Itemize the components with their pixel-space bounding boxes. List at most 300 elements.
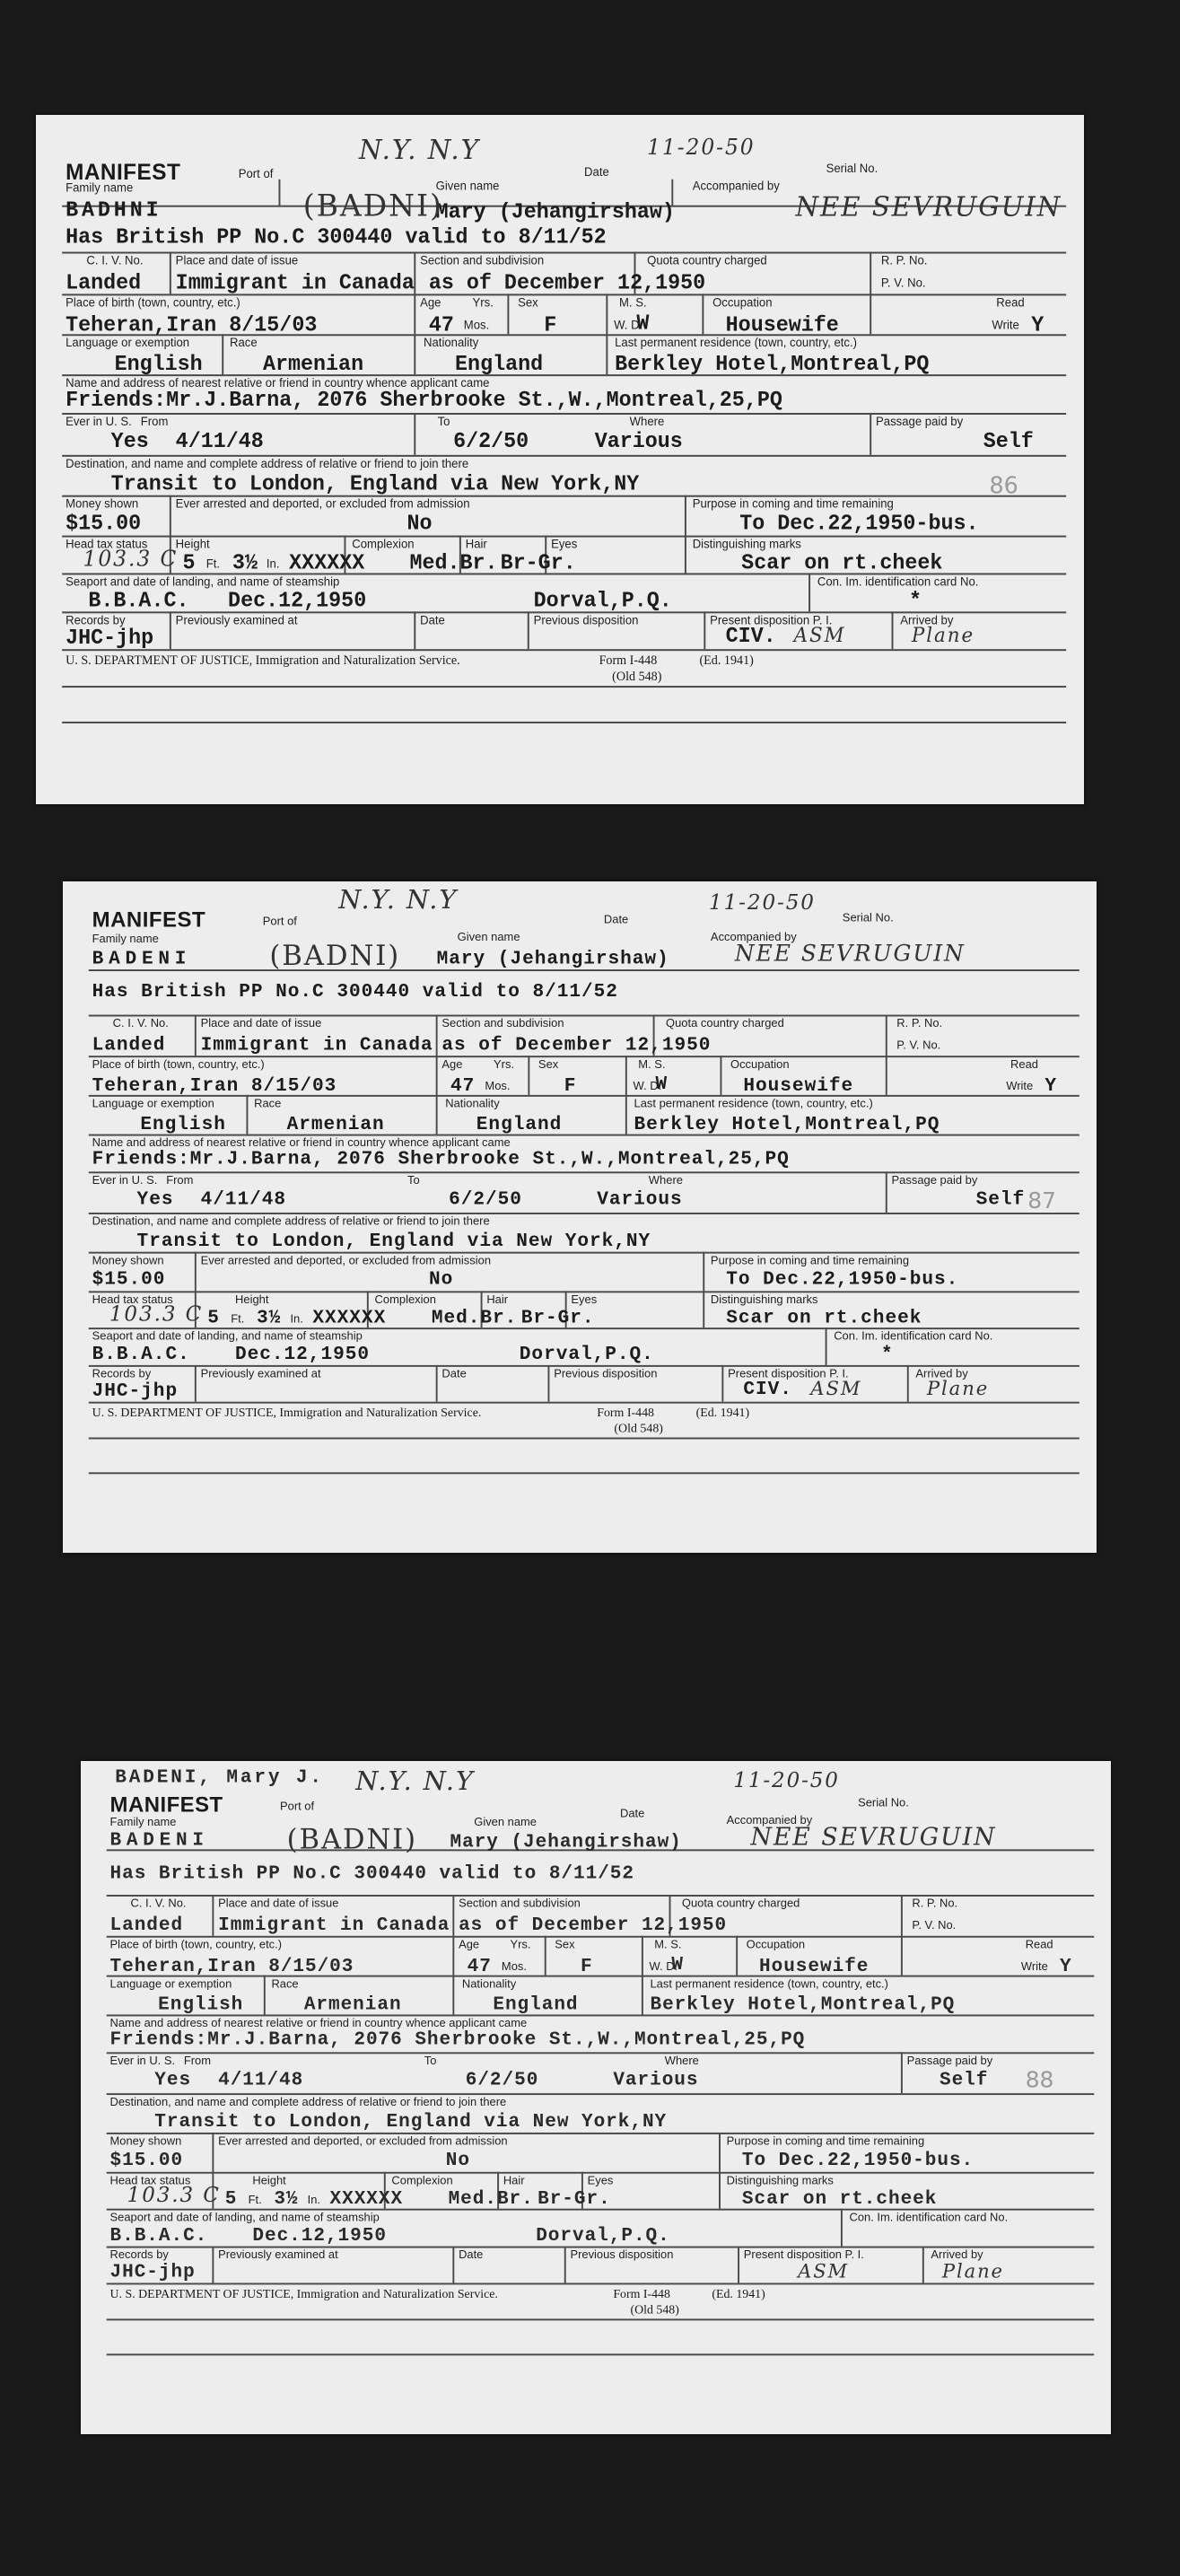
section-label: Section and subdivision (420, 253, 545, 267)
footer-ed: (Ed. 1941) (695, 1406, 750, 1421)
arrested-value: No (429, 1268, 454, 1291)
to-value: 6/2/50 (465, 2068, 539, 2091)
hair-value: Med.Br. (431, 1306, 518, 1329)
hair-label: Hair (503, 2173, 525, 2187)
residence-value: Berkley Hotel,Montreal,PQ (650, 1993, 956, 2016)
where-value: Various (613, 2068, 699, 2091)
ft-label: Ft. (231, 1311, 245, 1326)
occupation-value: Housewife (759, 1955, 870, 1977)
complexion-value: XXXXXX (289, 551, 365, 576)
serial-label: Serial No. (842, 911, 894, 924)
con-im-label: Con. Im. identification card No. (849, 2210, 1009, 2224)
age-value: 47 (467, 1955, 492, 1977)
present-disp-value: CIV. (725, 625, 776, 650)
seaport-value: B.B.A.C. (88, 589, 189, 614)
present-disp-label: Present disposition P. I. (710, 613, 833, 627)
handwritten-badni: (BADNI) (269, 939, 401, 972)
nationality-value: England (455, 353, 544, 378)
accompanied-label: Accompanied by (710, 930, 797, 943)
civ-value: Landed (92, 1033, 166, 1056)
records-by-value: JHC-jhp (109, 2261, 196, 2283)
write-label: Write (992, 318, 1019, 332)
date-label: Date (584, 164, 609, 179)
money-label: Money shown (109, 2134, 182, 2148)
section-value: as of December 12,1950 (441, 1033, 712, 1056)
birth-label: Place of birth (town, country, etc.) (92, 1057, 265, 1071)
arrived-label: Arrived by (900, 613, 954, 627)
height-ft-value: 5 (182, 551, 196, 576)
manifest-title: MANIFEST (66, 159, 181, 185)
write-label: Write (1006, 1079, 1034, 1092)
residence-label: Last permanent residence (town, country, etc.) (650, 1976, 888, 1991)
manifest-card-2 (63, 881, 1097, 1553)
nationality-label: Nationality (461, 1976, 517, 1991)
purpose-value: To Dec.22,1950-bus. (726, 1268, 959, 1291)
read-label: Read (996, 295, 1025, 310)
issue-label: Place and date of issue (200, 1016, 322, 1030)
head-tax-label: Head tax status (66, 537, 148, 551)
race-label: Race (271, 1976, 299, 1991)
nationality-value: England (476, 1113, 563, 1135)
con-im-label: Con. Im. identification card No. (834, 1329, 993, 1343)
in-label: In. (290, 1311, 303, 1326)
civ-label: C. I. V. No. (130, 1896, 187, 1910)
handwritten-nee: NEE SEVRUGUIN (734, 941, 966, 968)
handwritten-asm: ASM (798, 2261, 850, 2283)
height-in-value: 3½ (274, 2187, 299, 2210)
yrs-label: Yrs. (472, 295, 494, 310)
height-label: Height (252, 2173, 286, 2187)
purpose-value: To Dec.22,1950-bus. (739, 512, 979, 537)
sex-value: F (580, 1955, 593, 1977)
civ-label: C. I. V. No. (86, 253, 144, 267)
purpose-label: Purpose in coming and time remaining (692, 496, 894, 511)
given-name-label: Given name (435, 179, 500, 193)
landing-date-value: Dec.12,1950 (228, 589, 367, 614)
records-label: Records by (109, 2247, 169, 2262)
rp-label: R. P. No. (912, 1896, 958, 1910)
given-name-label: Given name (457, 930, 520, 943)
issue-value: Immigrant in Canada (175, 271, 415, 296)
residence-label: Last permanent residence (town, country, etc.) (634, 1096, 873, 1110)
footer-old: (Old 548) (612, 670, 662, 685)
records-label: Records by (66, 613, 126, 627)
money-value: $15.00 (92, 1268, 166, 1291)
where-label: Where (664, 2054, 699, 2067)
manifest-card-1 (36, 115, 1084, 804)
arrested-label: Ever arrested and deported, or excluded from admission (200, 1253, 492, 1267)
rp-label: R. P. No. (896, 1016, 943, 1030)
card-number: 86 (989, 472, 1018, 500)
money-label: Money shown (66, 496, 139, 511)
family-name-label: Family name (109, 1815, 177, 1828)
head-tax-handwritten: 103.3 C (109, 1301, 204, 1327)
pv-label: P. V. No. (912, 1918, 957, 1932)
family-name-value: BADENI (109, 1828, 209, 1852)
manifest-title: MANIFEST (92, 907, 206, 933)
landing-date-value: Dec.12,1950 (235, 1343, 370, 1365)
read-label: Read (1010, 1057, 1038, 1071)
occupation-value: Housewife (725, 313, 839, 338)
handwritten-plane: Plane (926, 1378, 990, 1400)
complexion-value: XXXXXX (312, 1306, 387, 1329)
card-number: 88 (1025, 2066, 1054, 2094)
race-value: Armenian (303, 1993, 402, 2016)
height-ft-value: 5 (224, 2187, 238, 2210)
hair-label: Hair (465, 537, 487, 551)
landing-place-value: Dorval,P.Q. (536, 2224, 670, 2247)
handwritten-date: 11-20-50 (647, 134, 756, 160)
eyes-value: Br-Gr. (538, 2187, 611, 2210)
from-label: From (166, 1173, 194, 1187)
write-value: Y (1031, 313, 1045, 338)
wd-label: W. D. (649, 1959, 678, 1973)
given-name-label: Given name (474, 1815, 537, 1828)
occupation-value: Housewife (743, 1074, 854, 1097)
accompanied-label: Accompanied by (692, 179, 780, 193)
landing-place-value: Dorval,P.Q. (533, 589, 672, 614)
destination-value: Transit to London, England via New York,NY (154, 2110, 668, 2133)
residence-label: Last permanent residence (town, country, etc.) (615, 336, 858, 350)
sex-value: F (564, 1074, 577, 1097)
passage-value: Self (975, 1187, 1026, 1211)
pv-label: P. V. No. (880, 276, 926, 290)
handwritten-asm: ASM (793, 625, 846, 648)
port-label: Port of (262, 914, 297, 928)
language-value: English (114, 353, 203, 378)
wd-label: W. D. (614, 318, 643, 332)
ft-label: Ft. (205, 556, 221, 571)
read-label: Read (1025, 1937, 1053, 1951)
marks-value: Scar on rt.cheek (726, 1306, 922, 1329)
height-label: Height (175, 537, 210, 551)
language-label: Language or exemption (92, 1096, 214, 1110)
head-tax-handwritten: 103.3 C (127, 2182, 221, 2207)
seaport-label: Seaport and date of landing, and name of steamship (66, 574, 340, 589)
where-label: Where (629, 414, 665, 428)
present-disp-label: Present disposition P. I. (743, 2247, 864, 2262)
mos-label: Mos. (501, 1959, 527, 1973)
sex-label: Sex (555, 1937, 575, 1951)
manifest-title: MANIFEST (109, 1792, 223, 1818)
rp-label: R. P. No. (880, 253, 928, 267)
birth-value: Teheran,Iran 8/15/03 (92, 1074, 337, 1097)
from-label: From (140, 414, 169, 428)
handwritten-date: 11-20-50 (733, 1767, 840, 1793)
eyes-value: Br-Gr. (520, 1306, 595, 1329)
records-by-value: JHC-jhp (92, 1380, 179, 1402)
hair-label: Hair (486, 1292, 509, 1306)
destination-label: Destination, and name and complete address of relative or friend to join there (109, 2095, 507, 2108)
ms-label: M. S. (654, 1937, 682, 1951)
footer-agency: U. S. DEPARTMENT OF JUSTICE, Immigration and Naturalization Service. (66, 653, 460, 669)
passport-line: Has British PP No.C 300440 valid to 8/11/52 (92, 980, 618, 1003)
nationality-value: England (493, 1993, 579, 2016)
ms-value: W (636, 311, 650, 337)
family-name-value: BADENI (92, 947, 192, 970)
marks-value: Scar on rt.cheek (741, 2187, 938, 2210)
marks-label: Distinguishing marks (710, 1292, 818, 1306)
footer-form: Form I-448 (597, 1406, 655, 1421)
section-label: Section and subdivision (459, 1896, 581, 1910)
seaport-value: B.B.A.C. (92, 1343, 190, 1365)
records-label: Records by (92, 1366, 152, 1380)
where-value: Various (597, 1187, 683, 1211)
family-name-label: Family name (66, 180, 134, 195)
handwritten-date: 11-20-50 (709, 889, 816, 915)
present-disp-label: Present disposition P. I. (728, 1366, 849, 1380)
quota-label: Quota country charged (681, 1896, 800, 1910)
hair-value: Med.Br. (448, 2187, 534, 2210)
handwritten-port: N.Y. N.Y (338, 884, 459, 916)
passage-label: Passage paid by (906, 2054, 993, 2067)
language-value: English (158, 1993, 244, 2016)
from-value: 4/11/48 (218, 2068, 304, 2091)
from-value: 4/11/48 (175, 429, 264, 454)
eyes-label: Eyes (551, 537, 578, 551)
passage-label: Passage paid by (876, 414, 964, 428)
height-in-value: 3½ (257, 1306, 282, 1329)
seaport-value: B.B.A.C. (109, 2224, 208, 2247)
date-label: Date (619, 1806, 645, 1820)
handwritten-plane: Plane (941, 2261, 1004, 2283)
given-name-value: Mary (Jehangirshaw) (450, 1830, 682, 1853)
ms-label: M. S. (638, 1057, 666, 1071)
to-value: 6/2/50 (453, 429, 529, 454)
arrived-label: Arrived by (915, 1366, 968, 1380)
mos-label: Mos. (485, 1079, 511, 1092)
con-im-value: * (909, 589, 922, 614)
relative-label: Name and address of nearest relative or friend in country whence applicant came (66, 376, 490, 390)
footer-agency: U. S. DEPARTMENT OF JUSTICE, Immigration and Naturalization Service. (109, 2287, 498, 2301)
age-label: Age (420, 295, 441, 310)
given-name-value: Mary (Jehangirshaw) (436, 947, 669, 970)
eyes-label: Eyes (571, 1292, 598, 1306)
civ-value: Landed (66, 271, 142, 296)
manifest-card-3 (81, 1761, 1111, 2434)
to-label: To (424, 2054, 437, 2067)
to-label: To (437, 414, 450, 428)
yrs-label: Yrs. (510, 1937, 531, 1951)
handwritten-plane: Plane (911, 625, 975, 648)
pv-label: P. V. No. (896, 1038, 941, 1052)
prev-exam-label: Previously examined at (200, 1366, 321, 1380)
complexion-value: XXXXXX (329, 2187, 404, 2210)
height-label: Height (235, 1292, 269, 1306)
passport-line: Has British PP No.C 300440 valid to 8/11/52 (66, 225, 607, 250)
handwritten-nee: NEE SEVRUGUIN (750, 1822, 997, 1852)
write-value: Y (1045, 1074, 1058, 1097)
head-tax-label: Head tax status (92, 1292, 173, 1306)
destination-label: Destination, and name and complete address of relative or friend to join there (66, 456, 469, 470)
issue-label: Place and date of issue (218, 1896, 339, 1910)
where-label: Where (648, 1173, 683, 1187)
handwritten-badni: (BADNI) (286, 1822, 418, 1856)
ms-value: W (671, 1953, 685, 1976)
head-tax-label: Head tax status (109, 2173, 191, 2187)
race-label: Race (254, 1096, 282, 1110)
occupation-label: Occupation (730, 1057, 790, 1071)
passage-value: Self (983, 429, 1034, 454)
from-value: 4/11/48 (200, 1187, 287, 1211)
prev-exam-label: Previously examined at (218, 2247, 338, 2262)
mos-label: Mos. (463, 318, 490, 332)
in-label: In. (266, 556, 280, 571)
passage-value: Self (940, 2068, 989, 2091)
age-value: 47 (450, 1074, 476, 1097)
ever-in-us-label: Ever in U. S. (66, 414, 132, 428)
friends-value: Friends:Mr.J.Barna, 2076 Sherbrooke St.,W.,Montreal,25,PQ (92, 1148, 790, 1170)
handwritten-nee: NEE SEVRUGUIN (795, 191, 1062, 223)
arrested-label: Ever arrested and deported, or excluded from admission (218, 2134, 508, 2148)
issue-value: Immigrant in Canada (218, 1914, 450, 1936)
present-disp-value: CIV. (743, 1378, 792, 1400)
write-value: Y (1059, 1955, 1072, 1977)
section-value: as of December 12,1950 (459, 1914, 728, 1936)
age-value: 47 (428, 313, 454, 338)
birth-label: Place of birth (town, country, etc.) (109, 1937, 283, 1951)
eyes-label: Eyes (587, 2173, 614, 2187)
money-value: $15.00 (109, 2149, 184, 2171)
write-label: Write (1020, 1959, 1048, 1973)
footer-agency: U. S. DEPARTMENT OF JUSTICE, Immigration and Naturalization Service. (92, 1406, 482, 1421)
where-value: Various (594, 429, 683, 454)
card-number: 87 (1027, 1187, 1056, 1214)
language-label: Language or exemption (66, 336, 190, 350)
arrested-value: No (445, 2149, 470, 2171)
head-tax-handwritten: 103.3 C (83, 546, 179, 572)
ever-in-us-value: Yes (154, 2068, 192, 2091)
serial-label: Serial No. (826, 161, 878, 175)
destination-value: Transit to London, England via New York,NY (136, 1230, 651, 1252)
purpose-label: Purpose in coming and time remaining (710, 1253, 910, 1267)
residence-value: Berkley Hotel,Montreal,PQ (634, 1113, 940, 1135)
nationality-label: Nationality (424, 336, 479, 350)
section-value: as of December 12,1950 (428, 271, 706, 296)
ever-in-us-value: Yes (110, 429, 149, 454)
to-value: 6/2/50 (449, 1187, 522, 1211)
height-ft-value: 5 (207, 1306, 220, 1329)
ms-value: W (655, 1073, 669, 1095)
money-value: $15.00 (66, 512, 142, 537)
prev-disp-label: Previous disposition (533, 613, 639, 627)
prev-exam-label: Previously examined at (175, 613, 298, 627)
destination-value: Transit to London, England via New York,NY (110, 472, 640, 497)
given-name-value: Mary (Jehangirshaw) (435, 200, 675, 225)
handwritten-port: N.Y. N.Y (359, 134, 480, 166)
handwritten-asm: ASM (810, 1378, 862, 1400)
friends-value: Friends:Mr.J.Barna, 2076 Sherbrooke St.,W.,Montreal,25,PQ (109, 2028, 806, 2051)
from-label: From (183, 2054, 211, 2067)
ever-in-us-label: Ever in U. S. (92, 1173, 158, 1187)
passport-line: Has British PP No.C 300440 valid to 8/11/52 (109, 1862, 634, 1885)
arrested-value: No (406, 512, 433, 537)
eyes-value: Br-Gr. (500, 551, 576, 576)
race-label: Race (230, 336, 258, 350)
footer-old: (Old 548) (614, 1422, 663, 1436)
sex-value: F (544, 313, 557, 338)
relative-label: Name and address of nearest relative or friend in country whence applicant came (109, 2016, 528, 2030)
footer-ed: (Ed. 1941) (712, 2287, 765, 2301)
handwritten-badni: (BADNI) (302, 188, 443, 224)
marks-label: Distinguishing marks (726, 2173, 834, 2187)
nationality-label: Nationality (445, 1096, 500, 1110)
age-label: Age (459, 1937, 480, 1951)
date2-label: Date (420, 613, 445, 627)
port-label: Port of (238, 166, 274, 180)
footer-form: Form I-448 (599, 653, 658, 669)
accompanied-label: Accompanied by (726, 1813, 813, 1827)
top-typed-name: BADENI, Mary J. (115, 1766, 324, 1789)
quota-label: Quota country charged (666, 1016, 784, 1030)
marks-label: Distinguishing marks (692, 537, 801, 551)
civ-label: C. I. V. No. (112, 1016, 169, 1030)
ft-label: Ft. (248, 2193, 262, 2206)
language-value: English (140, 1113, 226, 1135)
issue-value: Immigrant in Canada (200, 1033, 433, 1056)
race-value: Armenian (262, 353, 364, 378)
relative-label: Name and address of nearest relative or friend in country whence applicant came (92, 1135, 511, 1150)
section-label: Section and subdivision (441, 1016, 564, 1030)
yrs-label: Yrs. (494, 1057, 515, 1071)
language-label: Language or exemption (109, 1976, 232, 1991)
occupation-label: Occupation (746, 1937, 806, 1951)
civ-value: Landed (109, 1914, 184, 1936)
date2-label: Date (459, 2247, 484, 2262)
con-im-label: Con. Im. identification card No. (817, 574, 979, 589)
prev-disp-label: Previous disposition (570, 2247, 674, 2262)
con-im-value: * (881, 1343, 894, 1365)
birth-label: Place of birth (town, country, etc.) (66, 295, 240, 310)
ever-in-us-value: Yes (136, 1187, 174, 1211)
records-by-value: JHC-jhp (66, 626, 154, 652)
footer-old: (Old 548) (630, 2302, 679, 2318)
arrived-label: Arrived by (931, 2247, 983, 2262)
purpose-label: Purpose in coming and time remaining (726, 2134, 925, 2148)
destination-label: Destination, and name and complete address of relative or friend to join there (92, 1214, 490, 1228)
prev-disp-label: Previous disposition (554, 1366, 658, 1380)
friends-value: Friends:Mr.J.Barna, 2076 Sherbrooke St.,W.,Montreal,25,PQ (66, 389, 782, 414)
birth-value: Teheran,Iran 8/15/03 (109, 1955, 354, 1977)
purpose-value: To Dec.22,1950-bus. (741, 2149, 975, 2171)
footer-ed: (Ed. 1941) (699, 653, 754, 669)
passage-label: Passage paid by (891, 1173, 978, 1187)
sex-label: Sex (518, 295, 538, 310)
port-label: Port of (280, 1799, 315, 1813)
residence-value: Berkley Hotel,Montreal,PQ (615, 353, 930, 378)
age-label: Age (441, 1057, 463, 1071)
landing-date-value: Dec.12,1950 (252, 2224, 387, 2247)
ever-in-us-label: Ever in U. S. (109, 2054, 176, 2067)
height-in-value: 3½ (232, 551, 258, 576)
occupation-label: Occupation (712, 295, 773, 310)
birth-value: Teheran,Iran 8/15/03 (66, 313, 318, 338)
complexion-label: Complexion (391, 2173, 453, 2187)
marks-value: Scar on rt.cheek (741, 551, 943, 576)
race-value: Armenian (286, 1113, 385, 1135)
date-label: Date (603, 912, 629, 926)
seaport-label: Seaport and date of landing, and name of steamship (92, 1329, 363, 1343)
date2-label: Date (441, 1366, 467, 1380)
family-name-label: Family name (92, 932, 159, 945)
to-label: To (407, 1173, 420, 1187)
money-label: Money shown (92, 1253, 164, 1267)
complexion-label: Complexion (374, 1292, 436, 1306)
family-name-value: BADHNI (66, 198, 162, 223)
serial-label: Serial No. (858, 1795, 909, 1809)
complexion-label: Complexion (352, 537, 415, 551)
arrested-label: Ever arrested and deported, or excluded from admission (175, 496, 470, 511)
